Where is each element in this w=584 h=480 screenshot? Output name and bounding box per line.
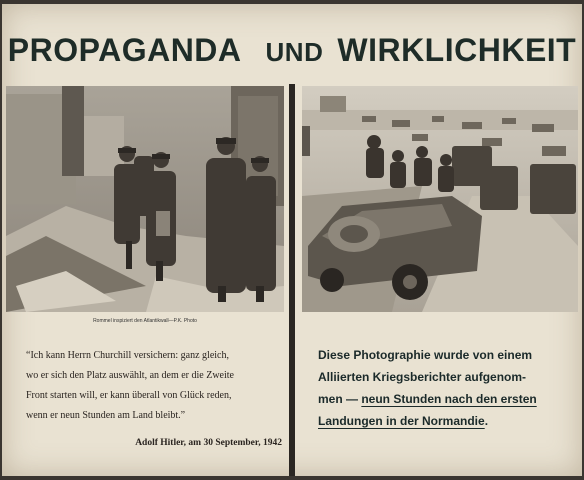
statement-line-3 bbox=[318, 388, 578, 410]
statement-suffix: . bbox=[484, 414, 489, 428]
statement-underlined-1: neun Stunden nach den ersten bbox=[361, 392, 537, 406]
statement-line-4 bbox=[318, 410, 578, 432]
statement-line-2: Alliierten Kriegsberichter aufgenom- bbox=[318, 370, 527, 384]
headline-wirklichkeit: WIRKLICHKEIT bbox=[337, 32, 577, 68]
quote-line: Front starten will, er kann überall von Glück reden, bbox=[26, 390, 232, 401]
quote-attribution: Adolf Hitler, am 30 September, 1942 bbox=[135, 438, 282, 448]
statement-underlined-2: Landungen in der Normandie bbox=[318, 414, 485, 428]
quote-line: wenn er neun Stunden am Land bleibt.” bbox=[26, 410, 186, 421]
reality-statement bbox=[318, 344, 578, 432]
headline-und: UND bbox=[265, 37, 324, 67]
quote-line: “Ich kann Herrn Churchill versichern: ganz gleich, bbox=[26, 350, 229, 361]
quote-line: wo er sich den Platz auswählt, an dem er die Zweite bbox=[26, 370, 234, 381]
leaflet-sheet bbox=[2, 4, 582, 476]
headline bbox=[2, 32, 582, 76]
headline-propaganda: PROPAGANDA bbox=[7, 32, 242, 68]
column-divider bbox=[289, 84, 295, 476]
hitler-quote bbox=[26, 346, 282, 426]
propaganda-photo bbox=[6, 86, 284, 312]
reality-photo bbox=[302, 86, 578, 312]
statement-prefix: men — bbox=[318, 392, 362, 406]
statement-line-1: Diese Photographie wurde von einem bbox=[318, 348, 533, 362]
photo-caption: Rommel inspiziert den Atlantikwall—P.K. Photo bbox=[93, 318, 197, 324]
